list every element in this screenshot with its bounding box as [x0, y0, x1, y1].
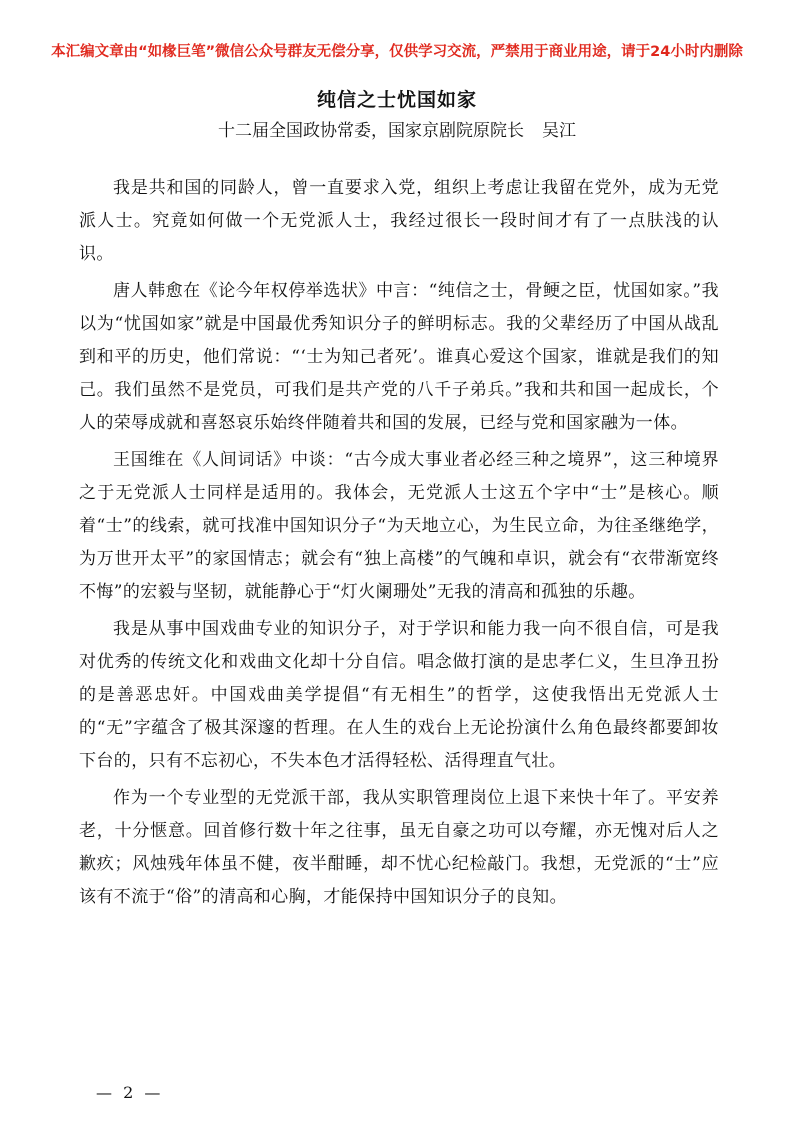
paragraph: 唐人韩愈在《论今年权停举选状》中言：“纯信之士，骨鲠之臣，忧国如家。”我以为“忧国如家”就是中国最优秀知识分子的鲜明标志。我的父辈经历了中国从战乱到和平的历史，他们常说：“‘士为知己者死’。谁真心爱这个国家，谁就是我们的知己。我们虽然不是党员，可我们是共产党的八千子弟兵。”我和共和国一起成长，个人的荣辱成就和喜怒哀乐始终伴随着共和国的发展，已经与党和国家融为一体。	[79, 281, 719, 433]
article-body	[79, 172, 719, 918]
paragraph: 作为一个专业型的无党派干部，我从实职管理岗位上退下来快十年了。平安养老，十分惬意。回首修行数十年之往事，虽无自豪之功可以夸耀，亦无愧对后人之歉疚；风烛残年体虽不健，夜半酣睡，却不忧心纪检敲门。我想，无党派的“士”应该有不流于“俗”的清高和心胸，才能保持中国知识分子的良知。	[79, 788, 719, 907]
paragraph: 我是从事中国戏曲专业的知识分子，对于学识和能力我一向不很自信，可是我对优秀的传统文化和戏曲文化却十分自信。唱念做打演的是忠孝仁义，生旦净丑扮的是善恶忠奸。中国戏曲美学提倡“有无相生”的哲学，这使我悟出无党派人士的“无”字蕴含了极其深邃的哲理。在人生的戏台上无论扮演什么角色最终都要卸妆下台的，只有不忘初心，不失本色才活得轻松、活得理直气壮。	[79, 619, 719, 771]
article-byline	[0, 116, 794, 141]
paragraph: 我是共和国的同龄人，曾一直要求入党，组织上考虑让我留在党外，成为无党派人士。究竟如何做一个无党派人士，我经过很长一段时间才有了一点肤浅的认识。	[79, 178, 719, 264]
author-name: 吴江	[542, 121, 576, 141]
author-position: 十二届全国政协常委，国家京剧院原院长	[218, 121, 524, 141]
article-title: 纯信之士忧国如家	[316, 89, 477, 111]
copyright-notice: 本汇编文章由“如椽巨笔”微信公众号群友无偿分享，仅供学习交流，严禁用于商业用途，请于24小时内删除	[51, 44, 743, 60]
page-number: — 2 —	[96, 1083, 164, 1102]
paragraph: 王国维在《人间词话》中谈：“古今成大事业者必经三种之境界”，这三种境界之于无党派人士同样是适用的。我体会，无党派人士这五个字中“士”是核心。顺着“士”的线索，就可找准中国知识分子“为天地立心，为生民立命，为往圣继绝学，为万世开太平”的家国情志；就会有“独上高楼”的气魄和卓识，就会有“衣带渐宽终不悔”的宏毅与坚韧，就能静心于“灯火阑珊处”无我的清高和孤独的乐趣。	[79, 450, 719, 602]
